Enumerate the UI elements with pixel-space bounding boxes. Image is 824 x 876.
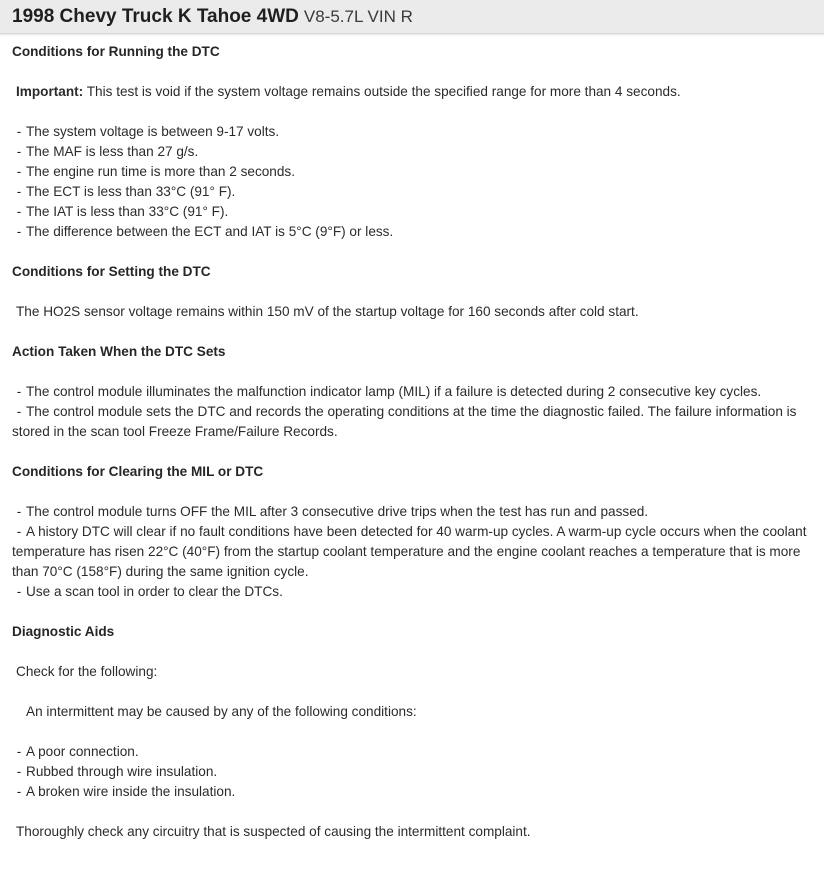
important-text: This test is void if the system voltage remains outside the specified range for more than 4 seconds. [83,84,681,99]
heading-action-taken: Action Taken When the DTC Sets [12,344,226,359]
list-item: - A broken wire inside the insulation. [16,784,236,799]
list-item: - The system voltage is between 9-17 volts. [16,124,280,139]
heading-clearing-conditions: Conditions for Clearing the MIL or DTC [12,464,264,479]
important-note [12,82,810,102]
heading-setting-conditions: Conditions for Setting the DTC [12,264,211,279]
heading-running-conditions: Conditions for Running the DTC [12,44,220,59]
check-following-text: Check for the following: [16,664,158,679]
intermittent-causes-list [12,742,810,802]
list-item: - A history DTC will clear if no fault conditions have been detected for 40 warm-up cycles. A warm-up cycle occurs when the coolant temperature has risen 22°C (40°F) from the startup coolant temperature and the engine coolant reaches a temperature that is more than 70°C (158°F) during the same ignition cycle. [12,524,807,579]
action-taken-list [12,382,810,442]
list-item: - The difference between the ECT and IAT is 5°C (9°F) or less. [16,224,394,239]
important-label: Important: [16,84,84,99]
engine-spec: V8-5.7L VIN R [303,6,413,26]
vehicle-title: 1998 Chevy Truck K Tahoe 4WD [12,5,299,27]
list-item: - Rubbed through wire insulation. [16,764,218,779]
list-item: - The MAF is less than 27 g/s. [16,144,199,159]
list-item: - The engine run time is more than 2 seconds. [16,164,296,179]
list-item: - The IAT is less than 33°C (91° F). [16,204,229,219]
list-item: - The control module turns OFF the MIL after 3 consecutive drive trips when the test has run and passed. [16,504,649,519]
heading-diagnostic-aids: Diagnostic Aids [12,624,115,639]
setting-conditions-text: The HO2S sensor voltage remains within 150 mV of the startup voltage for 160 seconds after cold start. [16,304,639,319]
intermittent-text: An intermittent may be caused by any of the following conditions: [26,704,417,719]
running-conditions-list [12,122,810,242]
list-item: - Use a scan tool in order to clear the DTCs. [16,584,283,599]
list-item: - A poor connection. [16,744,139,759]
page-header [0,0,824,34]
list-item: - The control module sets the DTC and records the operating conditions at the time the diagnostic failed. The failure information is stored in the scan tool Freeze Frame/Failure Records. [12,404,797,439]
list-item: - The ECT is less than 33°C (91° F). [16,184,236,199]
list-item: - The control module illuminates the malfunction indicator lamp (MIL) if a failure is detected during 2 consecutive key cycles. [16,384,762,399]
document-body [0,34,824,842]
closing-text: Thoroughly check any circuitry that is suspected of causing the intermittent complaint. [16,824,531,839]
clearing-conditions-list [12,502,810,602]
